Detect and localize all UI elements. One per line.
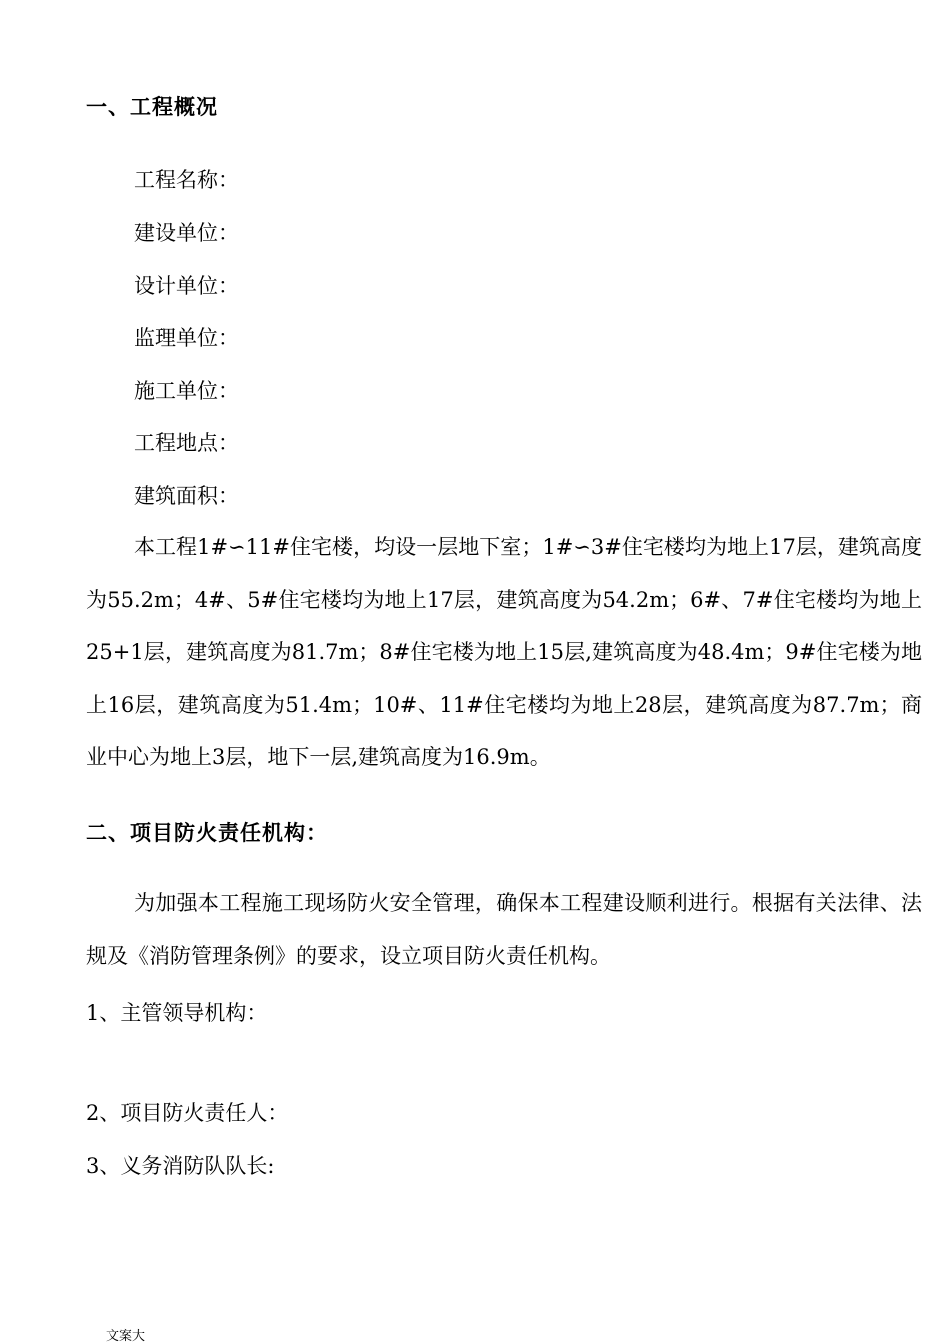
page-footer: 文案大 [106, 1329, 146, 1344]
field-project-name: 工程名称： [134, 168, 239, 192]
field-construction-unit: 建设单位： [134, 221, 239, 245]
field-design-unit: 设计单位： [134, 274, 239, 298]
project-description-paragraph: 本工程1#∽11#住宅楼，均设一层地下室；1#∽3#住宅楼均为地上17层，建筑高度为55.2m；4#、5#住宅楼均为地上17层，建筑高度为54.2m；6#、7#住宅楼均为地上25+1层，建筑高度为81.7m；8#住宅楼为地上15层,建筑高度为48.4m；9#住宅楼为地上16层，建筑高度为51.4m；10#、11#住宅楼均为地上28层，建筑高度为87.7m；商业中心为地上3层，地下一层,建筑高度为16.9m。 [86, 535, 922, 769]
field-contractor-unit: 施工单位： [134, 379, 239, 403]
section-heading-fire-responsibility: 二、项目防火责任机构： [86, 821, 328, 845]
list-item-fire-responsible-person: 2、项目防火责任人： [86, 1101, 289, 1125]
list-item-fire-brigade-captain: 3、义务消防队队长: [86, 1154, 275, 1178]
section-heading-project-overview: 一、工程概况 [86, 95, 218, 119]
field-project-location: 工程地点： [134, 431, 239, 455]
field-supervision-unit: 监理单位： [134, 326, 239, 350]
list-item-leadership: 1、主管领导机构： [86, 1001, 268, 1025]
fire-responsibility-intro-paragraph: 为加强本工程施工现场防火安全管理，确保本工程建设顺利进行。根据有关法律、法规及《消防管理条例》的要求，设立项目防火责任机构。 [86, 891, 922, 968]
field-building-area: 建筑面积： [134, 484, 239, 508]
